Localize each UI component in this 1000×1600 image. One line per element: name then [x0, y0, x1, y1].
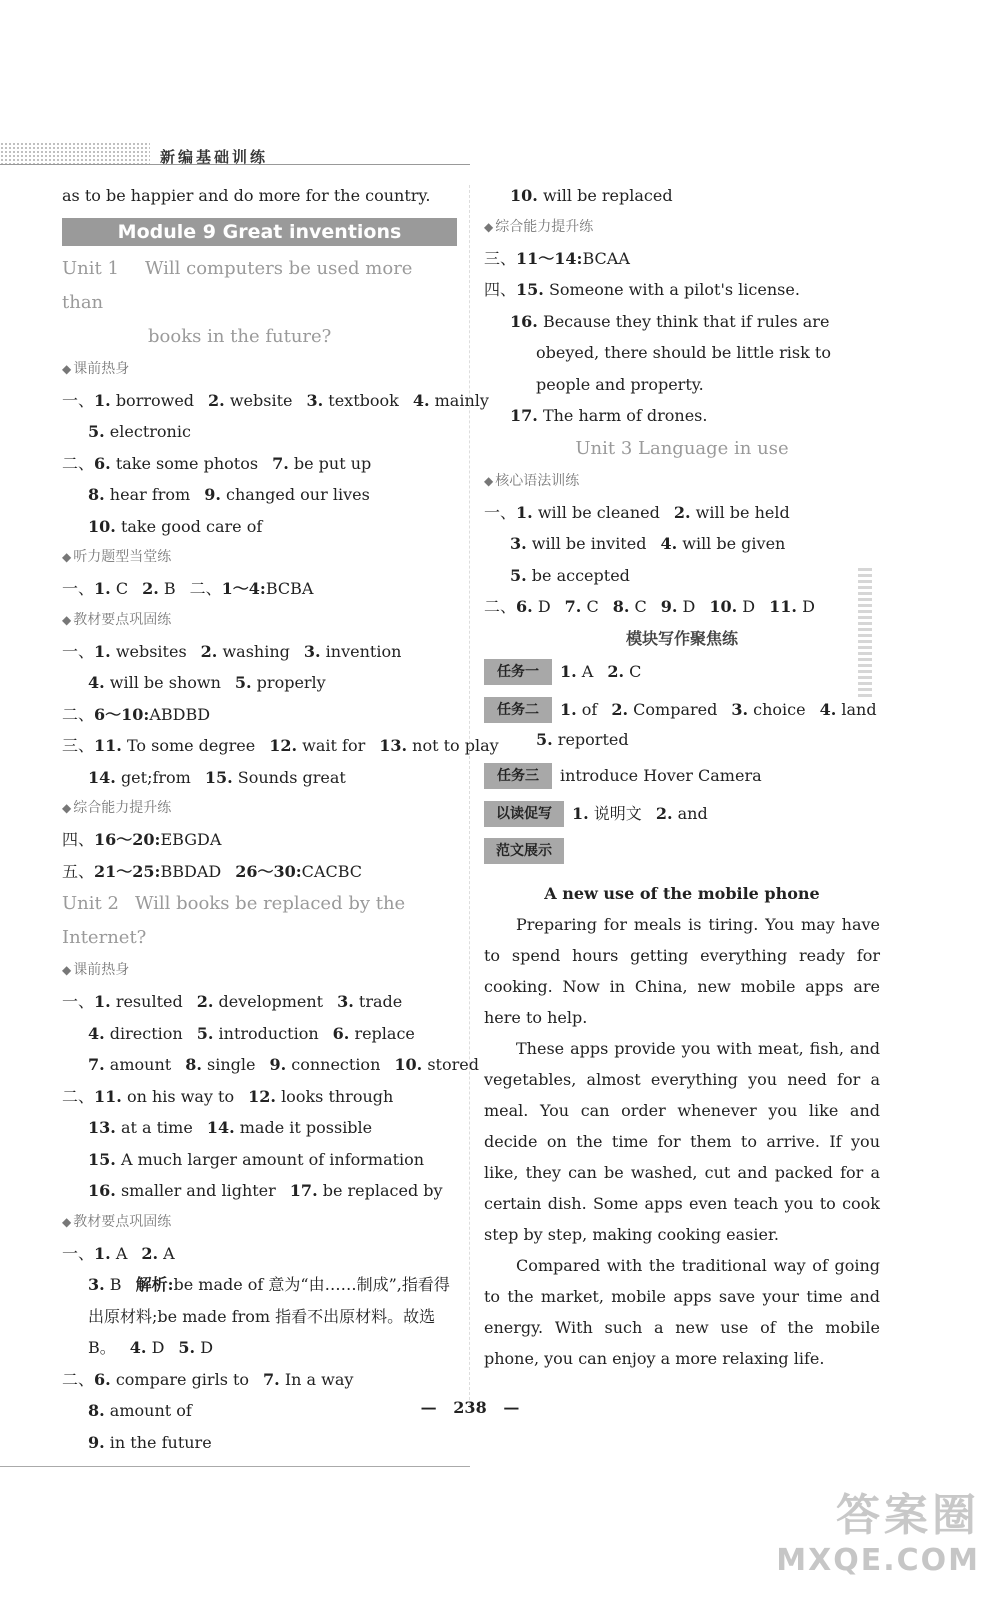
diamond-icon: ◆: [484, 219, 494, 234]
essay-title: A new use of the mobile phone: [544, 883, 820, 903]
section-heading: ◆ 综合能力提升练: [484, 218, 594, 235]
answer-line: 16. smaller and lighter 17. be replaced by: [88, 1181, 443, 1200]
essay-paragraph: Preparing for meals is tiring. You may have to spend hours getting everything ready for cooking. Now in China, new mobile apps are here to help.: [484, 915, 880, 1027]
answer-line: 8. amount of: [88, 1401, 192, 1420]
task-tag: 任务三: [484, 763, 552, 789]
answer-line: 二、11. on his way to 12. looks through: [62, 1086, 394, 1106]
unit3-title: Unit 3 Language in use: [575, 437, 789, 459]
task-3: 任务三 introduce Hover Camera: [484, 762, 880, 790]
section-heading: ◆ 核心语法训练: [484, 472, 580, 489]
answer-line: 三、11～14:BCAA: [484, 248, 630, 268]
answer-line: 5. be accepted: [510, 565, 630, 585]
essay-paragraph: These apps provide you with meat, fish, and vegetables, almost everything you need for a meal. You can order whenever you like and decide on the time for them to arrive. If you like, they can be washed, cut and packed for a certain dish. Some apps even teach you to cook step by step, making cooking easier.: [484, 1039, 880, 1244]
unit1-title-line2: books in the future?: [148, 325, 332, 347]
answer-line: 一、1. will be cleaned 2. will be held: [484, 502, 790, 522]
unit2-title: Unit 2 Will books be replaced by the Internet?: [62, 893, 406, 948]
diamond-icon: ◆: [62, 963, 72, 977]
section-heading: ◆ 教材要点巩固练: [62, 1213, 172, 1230]
page-number: — 238 —: [420, 1398, 520, 1417]
answer-line: 一、1. resulted 2. development 3. trade: [62, 992, 403, 1011]
task-4: 以读促写 1. 说明文 2. and: [484, 800, 880, 828]
diamond-icon: ◆: [62, 801, 72, 815]
answer-line: 五、21～25:BBDAD 26～30:CACBC: [62, 861, 362, 881]
header-rule: [0, 164, 470, 165]
answer-line: 一、1. A 2. A: [62, 1243, 175, 1263]
task-tag: 任务一: [484, 659, 552, 685]
task-2: 任务二 1. of 2. Compared 3. choice 4. land: [484, 696, 880, 724]
answer-line: 10. take good care of: [88, 516, 263, 536]
right-column: [484, 180, 880, 1374]
answer-line: 5. electronic: [88, 422, 191, 441]
diamond-icon: ◆: [62, 550, 72, 564]
answer-line: 4. direction 5. introduction 6. replace: [88, 1023, 415, 1043]
column-divider: [469, 185, 470, 1405]
task-tag: 以读促写: [484, 801, 564, 827]
essay: [484, 909, 880, 1374]
unit1-title: Unit 1 Will computers be used more than: [62, 257, 413, 313]
answer-line: 一、1. borrowed 2. website 3. textbook 4. mainly: [62, 390, 489, 410]
answer-line: 一、1. websites 2. washing 3. invention: [62, 641, 402, 661]
watermark-url: MXQE.COM: [776, 1543, 980, 1578]
diamond-icon: ◆: [62, 1214, 72, 1229]
answer-line: 15. A much larger amount of information: [88, 1149, 425, 1169]
watermark-logo: 答案圈: [836, 1490, 980, 1541]
answer-line: 4. will be shown 5. properly: [88, 673, 326, 692]
writing-section-title: 模块写作聚焦练: [625, 628, 738, 648]
answer-block: 16. Because they think that if rules are obeyed, there should be little risk to people and property.: [510, 311, 831, 394]
answer-line: 二、6. compare girls to 7. In a way: [62, 1369, 354, 1389]
section-heading: ◆ 课前热身: [62, 360, 130, 377]
answer-line: 二、6. take some photos 7. be put up: [62, 453, 372, 473]
module-banner: Module 9 Great inventions: [62, 218, 457, 246]
answer-line: 5. reported: [536, 730, 629, 749]
section-heading: ◆ 课前热身: [62, 962, 130, 978]
answer-line: 二、6. D 7. C 8. C 9. D 10. D 11. D: [484, 597, 815, 616]
section-heading: ◆ 听力题型当堂练: [62, 549, 172, 565]
intro-line: as to be happier and do more for the country.: [62, 186, 431, 205]
task-5: [484, 838, 880, 864]
section-heading: ◆ 教材要点巩固练: [62, 611, 172, 628]
diamond-icon: ◆: [484, 473, 494, 488]
diamond-icon: ◆: [62, 612, 72, 627]
answer-line: 7. amount 8. single 9. connection 10. stored: [88, 1055, 479, 1074]
task-tag: 范文展示: [484, 838, 564, 864]
answer-line: 四、16～20:EBGDA: [62, 830, 222, 849]
header-title: 新编基础训练: [160, 148, 269, 166]
answer-line: 9. in the future: [88, 1432, 212, 1452]
header-decoration: [0, 142, 150, 164]
answer-line: 17. The harm of drones.: [510, 406, 708, 425]
explanation-block: 3. B 解析:be made of 意为“由……制成”,指看得出原材料;be made from 指看不出原材料。故选 B。 4. D 5. D: [88, 1275, 450, 1357]
section-heading: ◆ 综合能力提升练: [62, 800, 172, 816]
answer-line: 3. will be invited 4. will be given: [510, 534, 786, 553]
diamond-icon: ◆: [62, 361, 72, 376]
essay-paragraph: Compared with the traditional way of going to the market, mobile apps save your time and energy. With such a new use of the mobile phone, you can enjoy a more relaxing life.: [484, 1256, 880, 1368]
answer-line: 二、6～10:ABDBD: [62, 704, 211, 724]
task-1: 任务一 1. A 2. C: [484, 658, 880, 686]
footer-rule: [0, 1466, 470, 1467]
answer-line: 13. at a time 14. made it possible: [88, 1118, 373, 1137]
answer-line: 四、15. Someone with a pilot's license.: [484, 280, 800, 299]
answer-line: 三、11. To some degree 12. wait for 13. not to play: [62, 736, 499, 755]
answer-line: 8. hear from 9. changed our lives: [88, 485, 370, 504]
answer-line: 一、1. C 2. B 二、1～4:BCBA: [62, 579, 314, 598]
watermark: [776, 1479, 980, 1578]
answer-line: 10. will be replaced: [510, 186, 673, 205]
answer-line: 14. get;from 15. Sounds great: [88, 767, 346, 787]
task-tag: 任务二: [484, 697, 552, 723]
